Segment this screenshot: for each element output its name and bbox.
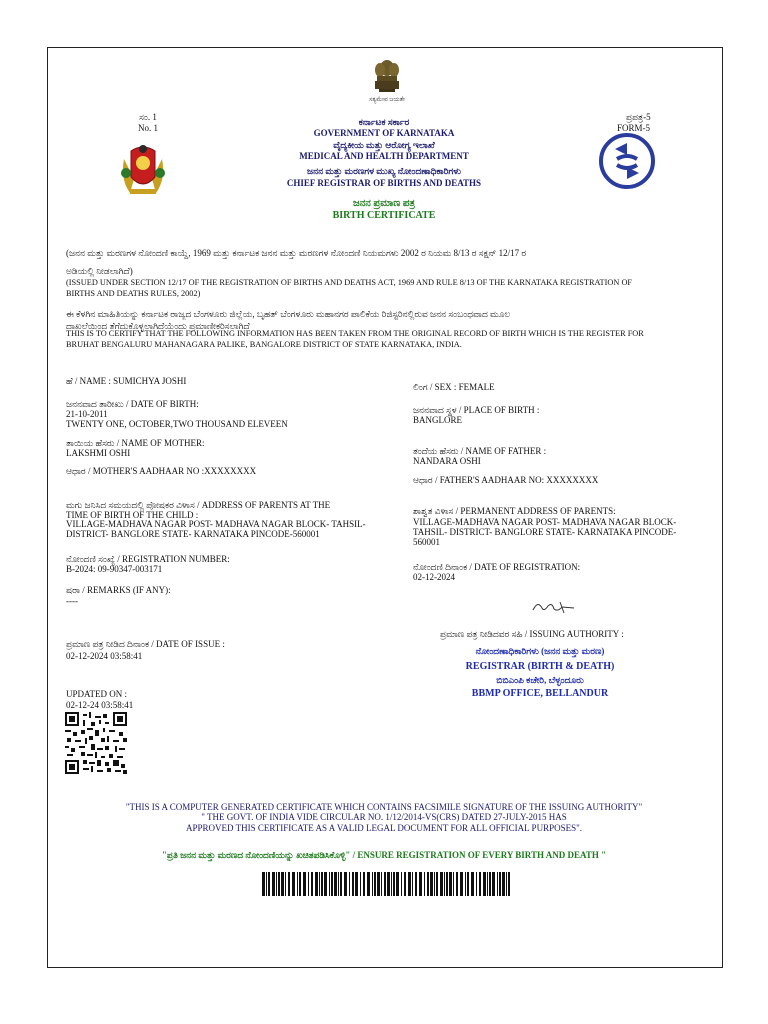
serial-no-kn: ಸಂ. 1: [139, 112, 157, 122]
certify-en: THIS IS TO CERTIFY THAT THE FOLLOWING INFORMATION HAS BEEN TAKEN FROM THE ORIGINAL RECORD OF BIRTH WHICH IS THE REGISTER FOR: [66, 329, 644, 338]
mother-aadhaar: ಆಧಾರ / MOTHER'S AADHAAR NO :XXXXXXXX: [66, 466, 257, 476]
certify-kn: ಈ ಕೆಳಗಿನ ಮಾಹಿತಿಯನ್ನು ಕರ್ನಾಟಕ ರಾಜ್ಯದ ಬೆಂಗಳೂರು ಜಿಲ್ಲೆಯ, ಬೃಹತ್ ಬೆಂಗಳೂರು ಮಹಾನಗರ ಪಾಲಿಕೆಯ ರಿಜಿಸ್ಟರಿನಲ್ಲಿರುವ ಜನನ ಸಂಬಂಧವಾದ ಮೂಲ: [66, 309, 511, 319]
cert-title-kn: ಜನನ ಪ್ರಮಾಣ ಪತ್ರ: [353, 198, 415, 209]
pob-value: BANGLORE: [413, 415, 462, 425]
father-value: NANDARA OSHI: [413, 456, 481, 466]
mother-label: ತಾಯಿಯ ಹೆಸರು / NAME OF MOTHER:: [66, 438, 205, 448]
authority-en-1: REGISTRAR (BIRTH & DEATH): [465, 661, 615, 672]
footer-note-1: "THIS IS A COMPUTER GENERATED CERTIFICATE WHICH CONTAINS FACSIMILE SIGNATURE OF THE ISSUING AUTHORITY": [125, 802, 643, 812]
registrar-en: CHIEF REGISTRAR OF BIRTHS AND DEATHS: [286, 178, 482, 188]
mother-value: LAKSHMI OSHI: [66, 448, 131, 458]
dob-label: ಜನನವಾದ ತಾರೀಖು / DATE OF BIRTH:: [66, 399, 199, 409]
dept-kn: ವೈದ್ಯಕೀಯ ಮತ್ತು ಆರೋಗ್ಯ ಇಲಾಖೆ: [333, 140, 435, 150]
dob-words: TWENTY ONE, OCTOBER,TWO THOUSAND ELEVEEN: [66, 419, 288, 429]
regdate-label: ನೋಂದಣಿ ದಿನಾಂಕ / DATE OF REGISTRATION:: [413, 562, 581, 572]
signature-icon: [530, 598, 576, 616]
addr-perm-value-2: TAHSIL- DISTRICT- BANGLORE STATE- KARNATAKA PINCODE-: [413, 527, 677, 537]
regdate-value: 02-12-2024: [413, 572, 455, 582]
regno-label: ನೋಂದಣಿ ಸಂಖ್ಯೆ / REGISTRATION NUMBER:: [66, 554, 230, 564]
govt-en: GOVERNMENT OF KARNATAKA: [313, 128, 455, 138]
father-label: ತಂದೆಯ ಹೆಸರು / NAME OF FATHER :: [413, 446, 547, 456]
cert-title-en: BIRTH CERTIFICATE: [332, 210, 436, 221]
footer-slogan: "ಪ್ರತಿ ಜನನ ಮತ್ತು ಮರಣದ ನೋಂದಣಿಯನ್ನು ಖಚಿತಪಡಿಸಿಕೊಳ್ಳಿ" / ENSURE REGISTRATION OF EVERY BIRTH AND DEATH ": [161, 850, 607, 860]
issue-value: 02-12-2024 03:58:41: [66, 651, 143, 661]
karnataka-emblem-icon: [116, 139, 170, 199]
addr-birth-value-2: DISTRICT- BANGLORE STATE- KARNATAKA PINCODE-560001: [66, 529, 320, 539]
issue-label: ಪ್ರಮಾಣ ಪತ್ರ ನೀಡಿದ ದಿನಾಂಕ / DATE OF ISSUE :: [66, 639, 225, 649]
authority-en-2: BBMP OFFICE, BELLANDUR: [471, 688, 609, 699]
dob-value: 21-10-2011: [66, 409, 108, 419]
certify-en-2: BRUHAT BENGALURU MAHANAGARA PALIKE, BANGALORE DISTRICT OF STATE KARNATAKA, INDIA.: [66, 340, 462, 349]
father-aadhaar: ಆಧಾರ / FATHER'S AADHAAR NO: XXXXXXXX: [413, 475, 599, 485]
addr-birth-label-2: TIME OF BIRTH OF THE CHILD :: [66, 510, 199, 520]
addr-birth-value: VILLAGE-MADHAVA NAGAR POST- MADHAVA NAGAR BLOCK- TAHSIL-: [66, 519, 366, 529]
issued-en: (ISSUED UNDER SECTION 12/17 OF THE REGISTRATION OF BIRTHS AND DEATHS ACT, 1969 AND RULE 8/13 OF THE KARNATAKA REGISTRATION OF: [66, 278, 633, 287]
issued-en-2: BIRTHS AND DEATHS RULES, 2002): [66, 289, 201, 298]
regno-value: B-2024: 09-90347-003171: [66, 564, 163, 574]
authority-kn-1: ನೋಂದಣಾಧಿಕಾರಿಗಳು (ಜನನ ಮತ್ತು ಮರಣ): [475, 646, 605, 656]
updated-value: 02-12-24 03:58:41: [66, 700, 134, 710]
serial-no-en: No. 1: [138, 123, 158, 133]
registrar-kn: ಜನನ ಮತ್ತು ಮರಣಗಳ ಮುಖ್ಯ ನೋಂದಣಾಧಿಕಾರಿಗಳು: [307, 166, 461, 176]
pob-label: ಜನನವಾದ ಸ್ಥಳ / PLACE OF BIRTH :: [413, 405, 540, 415]
updated-label: UPDATED ON :: [66, 689, 128, 699]
addr-perm-value: VILLAGE-MADHAVA NAGAR POST- MADHAVA NAGAR BLOCK-: [413, 517, 677, 527]
footer-note-2: " THE GOVT. OF INDIA VIDE CIRCULAR NO. 1/12/2014-VS(CRS) DATED 27-JULY-2015 HAS: [201, 812, 567, 822]
authority-kn-2: ಬಿಬಿಎಂಪಿ ಕಚೇರಿ, ಬೆಳ್ಳಂದೂರು: [496, 675, 584, 685]
footer-note-3: APPROVED THIS CERTIFICATE AS A VALID LEGAL DOCUMENT FOR ALL OFFICIAL PURPOSES".: [185, 823, 583, 833]
govt-kn: ಕರ್ನಾಟಕ ಸರ್ಕಾರ: [358, 117, 410, 127]
remarks-value: ----: [66, 596, 78, 606]
form-no-kn: ಪ್ರಪತ್ರ-5: [626, 112, 651, 122]
qr-code-icon: [65, 712, 127, 774]
issued-kn-2: ಅಡಿಯಲ್ಲಿ ನೀಡಲಾಗಿದೆ): [66, 266, 133, 276]
dept-en: MEDICAL AND HEALTH DEPARTMENT: [299, 151, 469, 161]
sex-field: ಲಿಂಗ / SEX : FEMALE: [413, 382, 495, 392]
emblem-motto: ಸತ್ಯಮೇವ ಜಯತೇ: [369, 97, 405, 103]
name-field: ಹೆ / NAME : SUMICHYA JOSHI: [66, 376, 187, 386]
registration-logo-icon: [597, 133, 657, 189]
addr-perm-value-3: 560001: [413, 537, 440, 547]
addr-birth-label: ಮಗು ಜನಿಸಿದ ಸಮಯದಲ್ಲಿ ಪೋಷಕರ ವಿಳಾಸ / ADDRESS OF PARENTS AT THE: [66, 500, 331, 510]
authority-label: ಪ್ರಮಾಣ ಪತ್ರ ನೀಡಿದವರ ಸಹಿ / ISSUING AUTHORITY :: [440, 629, 624, 639]
issued-kn: (ಜನನ ಮತ್ತು ಮರಣಗಳ ನೋಂದಣಿ ಕಾಯ್ದೆ, 1969 ಮತ್ತು ಕರ್ನಾಟಕ ಜನನ ಮತ್ತು ಮರಣಗಳ ನೋಂದಣಿ ನಿಯಮಗಳು 2002 ರ ನಿಯಮ 8/13 ರ ಸಕ್ಷನ್ 12/17 ರ: [66, 248, 527, 258]
barcode-icon: [262, 872, 512, 896]
addr-perm-label: ಶಾಶ್ವತ ವಿಳಾಸ / PERMANENT ADDRESS OF PARENTS:: [413, 506, 616, 516]
form-no-en: FORM-5: [617, 123, 651, 133]
certify-kn-2: ದಾಖಲೆಯಿಂದ ತೆಗೆದುಕೊಳ್ಳಲಾಗಿದೆಯೆಂದು ಪ್ರಮಾಣೀಕರಿಸಲಾಗಿದೆ: [66, 321, 250, 331]
remarks-label: ಷರಾ / REMARKS (IF ANY):: [66, 585, 171, 595]
